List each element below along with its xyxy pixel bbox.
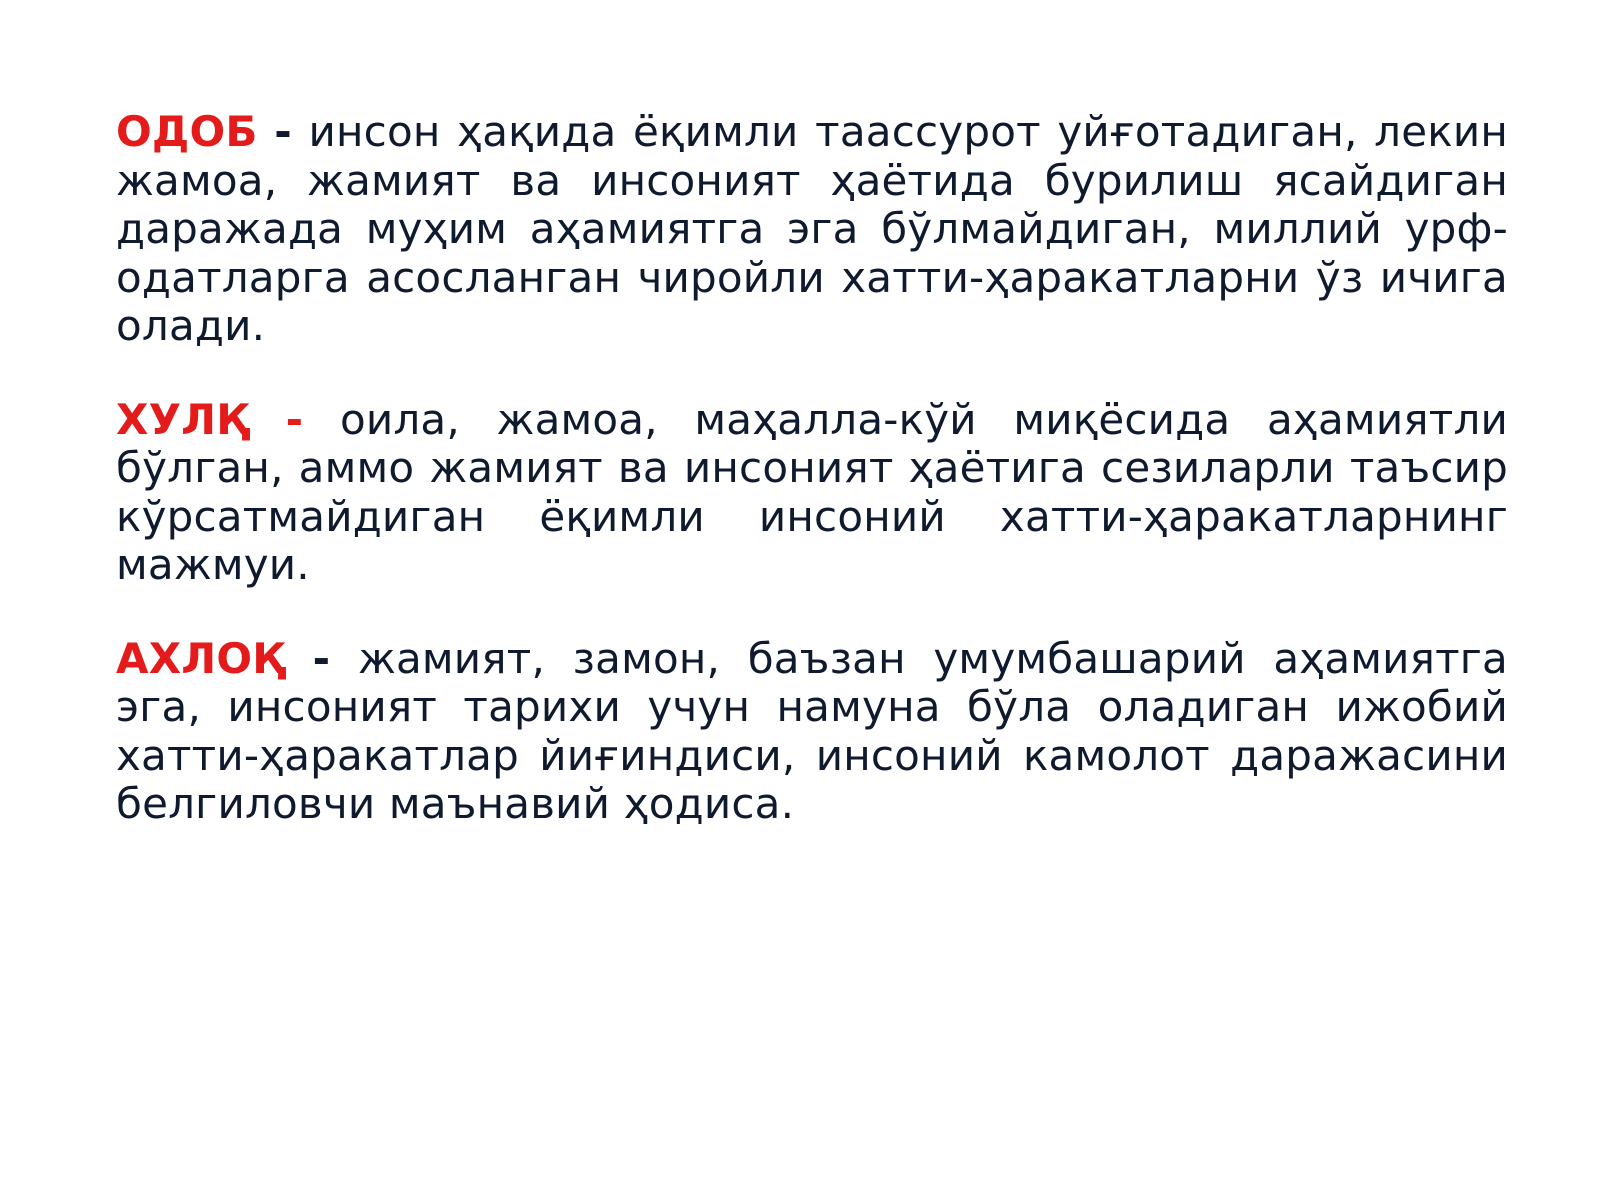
definition-term: ОДОБ — [116, 107, 258, 156]
definition-axloq — [116, 635, 1508, 829]
definition-text: оила, жамоа, маҳалла-кўй миқёсида аҳамиятли бўлган, аммо жамият ва инсоният ҳаётига сезиларли таъсир кўрсатмайдиган ёқимли инсоний хатти-ҳаракатларнинг мажмуи. — [116, 394, 1508, 589]
definition-dash: - — [285, 394, 304, 444]
definition-text: жамият, замон, баъзан умумбашарий аҳамиятга эга, инсоният тарихи учун намуна бўла оладиган ижобий хатти-ҳаракатлар йиғиндиси, инсоний камолот даражасини белгиловчи маънавий ҳодиса. — [116, 633, 1508, 828]
definitions-list — [116, 108, 1508, 874]
definition-term: АХЛОҚ — [116, 633, 286, 683]
definition-dash: - — [274, 107, 292, 156]
definition-term: ХУЛҚ — [116, 394, 249, 444]
definition-odob — [116, 108, 1508, 351]
definition-dash: - — [312, 633, 331, 683]
definition-text: инсон ҳақида ёқимли таассурот уйғотадиган, лекин жамоа, жамият ва инсоният ҳаётида бурилиш ясайдиган даражада муҳим аҳамиятга эга бўлмайдиган, миллий урф-одатларга асосланган чиройли хатти-ҳаракатларни ўз ичига олади. — [116, 107, 1508, 350]
definition-hulq — [116, 396, 1508, 590]
